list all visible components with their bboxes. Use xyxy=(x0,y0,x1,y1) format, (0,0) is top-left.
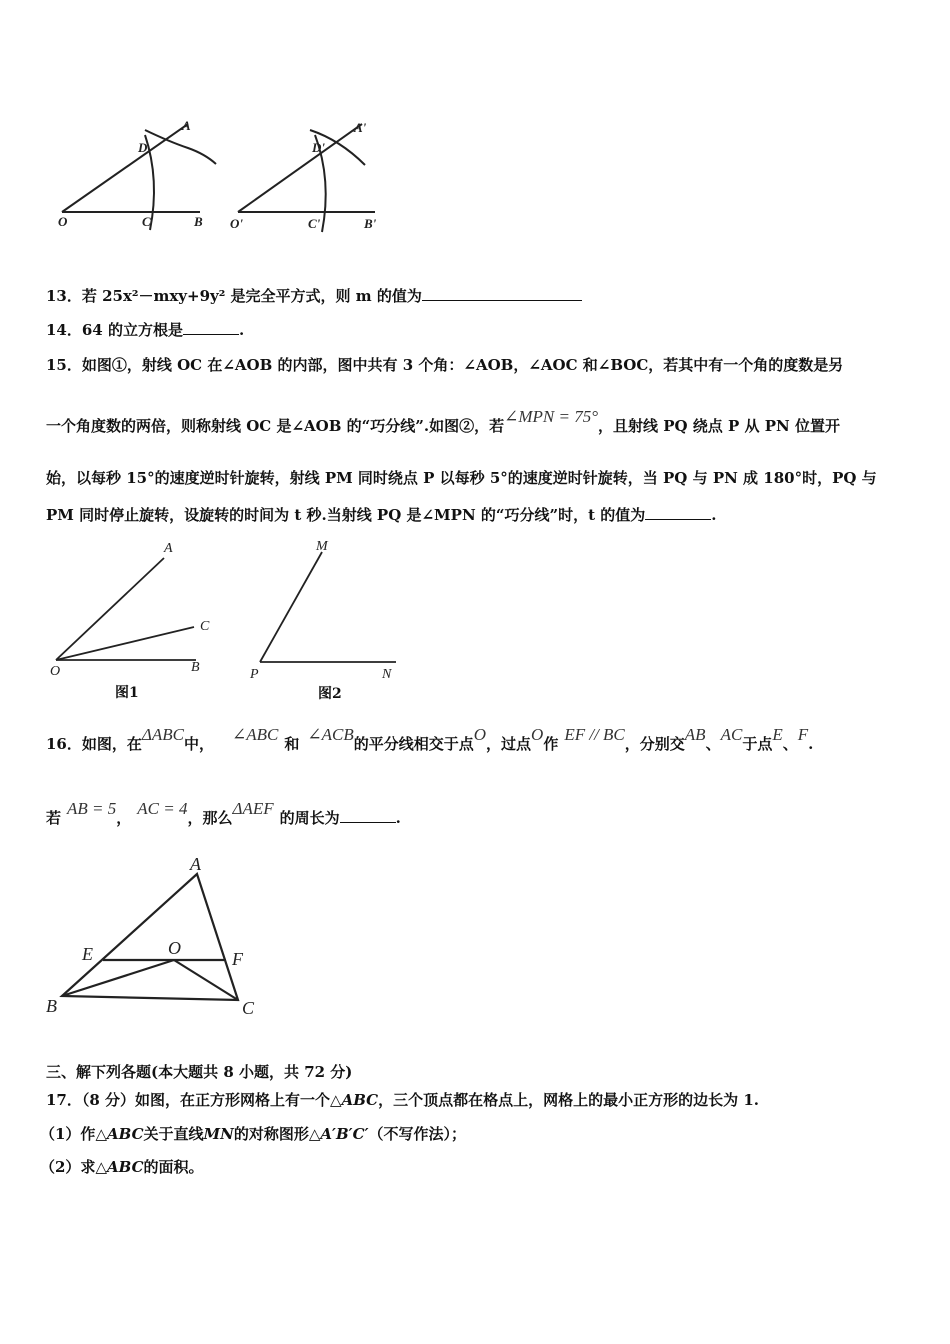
question-17-main xyxy=(46,1090,759,1110)
fig1-label-C: C xyxy=(200,619,210,634)
q16-text: 、 xyxy=(705,735,721,753)
q17-math: MN xyxy=(203,1125,234,1143)
question-13-text: 13．若 25x²－mxy+9y² 是完全平方式，则 m 的值为 xyxy=(46,287,422,305)
answer-blank[interactable] xyxy=(183,320,239,335)
q16-math: F xyxy=(797,725,809,744)
fig1-label-A: A xyxy=(164,541,173,556)
label-O-prime: O' xyxy=(230,216,243,231)
question-15-line-2 xyxy=(46,407,840,436)
q17-text: （不写作法）； xyxy=(368,1125,467,1143)
label-C: C xyxy=(242,998,255,1018)
q16-math: O xyxy=(531,725,544,744)
label-C-prime: C' xyxy=(308,216,321,231)
q16-math: EF // BC xyxy=(564,725,625,744)
section-3-title: 三、解下列各题(本大题共 8 小题，共 72 分) xyxy=(46,1063,353,1081)
q16-math: AB = 5 xyxy=(67,799,117,818)
label-F: F xyxy=(232,949,243,969)
q16-text: 和 xyxy=(284,735,300,753)
q17-text: 17．（8 分）如图，在正方形网格上有一个 xyxy=(46,1091,331,1109)
q16-text: ，过点 xyxy=(486,735,532,753)
q17-text: 关于直线 xyxy=(143,1125,204,1143)
fig1-label-B: B xyxy=(191,660,200,675)
question-17-part-2 xyxy=(40,1157,204,1177)
figure-2-caption: 图2 xyxy=(318,686,342,702)
figure-1-caption: 图1 xyxy=(115,685,139,701)
question-15-line-1: 15．如图①，射线 OC 在∠AOB 的内部，图中共有 3 个角：∠AOB，∠AOC 和∠BOC，若其中有一个角的度数是另 xyxy=(46,356,844,374)
q17-math: △A′B′C′ xyxy=(308,1125,369,1143)
q16-text: ，分别交 xyxy=(624,735,685,753)
angle-construction-figure xyxy=(40,90,420,245)
label-E: E xyxy=(82,944,93,964)
q16-text: 中， xyxy=(183,735,214,753)
q16-text: 、 xyxy=(782,735,798,753)
q16-math: ∠ABC xyxy=(231,725,279,744)
q16-math: ΔAEF xyxy=(232,799,274,818)
label-O: O xyxy=(58,214,68,229)
q17-math: △ABC xyxy=(95,1125,144,1143)
label-B: B xyxy=(194,214,203,229)
question-14: 14．64 的立方根是 . xyxy=(46,321,245,339)
q16-text: ，那么 xyxy=(187,809,233,827)
q17-math: △ABC xyxy=(95,1158,144,1176)
label-O: O xyxy=(168,938,181,958)
q16-text: . xyxy=(808,735,814,753)
q17-text: ，三个顶点都在格点上，网格上的最小正方形的边长为 1. xyxy=(378,1091,760,1109)
q16-math: ΔABC xyxy=(141,725,184,744)
label-A-prime: A' xyxy=(354,120,367,135)
q16-text: 的周长为 xyxy=(279,809,340,827)
question-13 xyxy=(46,286,582,306)
figure-15 xyxy=(44,536,414,686)
q15-text-b: ，且射线 PQ 绕点 P 从 PN 位置开 xyxy=(598,417,840,435)
label-A: A xyxy=(182,118,191,133)
q17-text: （2）求 xyxy=(40,1158,96,1176)
q16-text: 若 xyxy=(46,809,62,827)
label-B-prime: B' xyxy=(364,216,377,231)
answer-blank[interactable] xyxy=(645,505,711,520)
q16-text: 16．如图，在 xyxy=(46,735,142,753)
q17-math: △ABC xyxy=(330,1091,379,1109)
label-D: D xyxy=(138,140,148,155)
figure-16-triangle xyxy=(40,850,270,1025)
q16-math: O xyxy=(473,725,487,744)
label-D-prime: D' xyxy=(312,140,325,155)
question-16-line-1 xyxy=(46,725,814,754)
q16-text: 作 xyxy=(543,735,559,753)
q16-math: ∠ACB xyxy=(307,725,354,744)
question-17-part-1 xyxy=(40,1124,466,1144)
fig2-label-N: N xyxy=(382,667,392,682)
question-15-line-4: PM 同时停止旋转，设旋转的时间为 t 秒.当射线 PQ 是∠MPN 的“巧分线”时，t 的值为 . xyxy=(46,506,717,524)
q17-text: 的对称图形 xyxy=(233,1125,309,1143)
label-C: C xyxy=(142,214,151,229)
q16-math: E xyxy=(772,725,783,744)
fig2-label-P: P xyxy=(250,667,259,682)
q16-math: AC xyxy=(720,725,743,744)
q15-text-4: PM 同时停止旋转，设旋转的时间为 t 秒.当射线 PQ 是∠MPN 的“巧分线”时，t 的值为 xyxy=(46,506,646,524)
q16-math: AB xyxy=(684,725,706,744)
answer-blank[interactable] xyxy=(340,808,396,823)
q15-text-a: 一个角度数的两倍，则称射线 OC 是∠AOB 的“巧分线”.如图②，若 xyxy=(46,417,505,435)
q16-text: ， xyxy=(116,809,132,827)
q16-text: 于点 xyxy=(742,735,773,753)
label-B: B xyxy=(46,996,57,1016)
question-14-text: 14．64 的立方根是 xyxy=(46,321,183,339)
q16-text: 的平分线相交于点 xyxy=(353,735,474,753)
answer-blank[interactable] xyxy=(422,286,582,301)
fig1-label-O: O xyxy=(50,664,61,679)
question-15-line-3: 始，以每秒 15°的速度逆时针旋转，射线 PM 同时绕点 P 以每秒 5°的速度逆时针旋转，当 PQ 与 PN 成 180°时，PQ 与 xyxy=(46,469,877,487)
label-A: A xyxy=(190,854,201,874)
question-16-line-2: 若 AB = 5， AC = 4，那么ΔAEF 的周长为 . xyxy=(46,799,401,827)
fig2-label-M: M xyxy=(316,539,328,554)
q15-angle-math: ∠MPN = 75° xyxy=(504,407,599,426)
q16-math: AC = 4 xyxy=(137,799,188,818)
q17-text: 的面积。 xyxy=(143,1158,204,1176)
q17-text: （1）作 xyxy=(40,1125,96,1143)
